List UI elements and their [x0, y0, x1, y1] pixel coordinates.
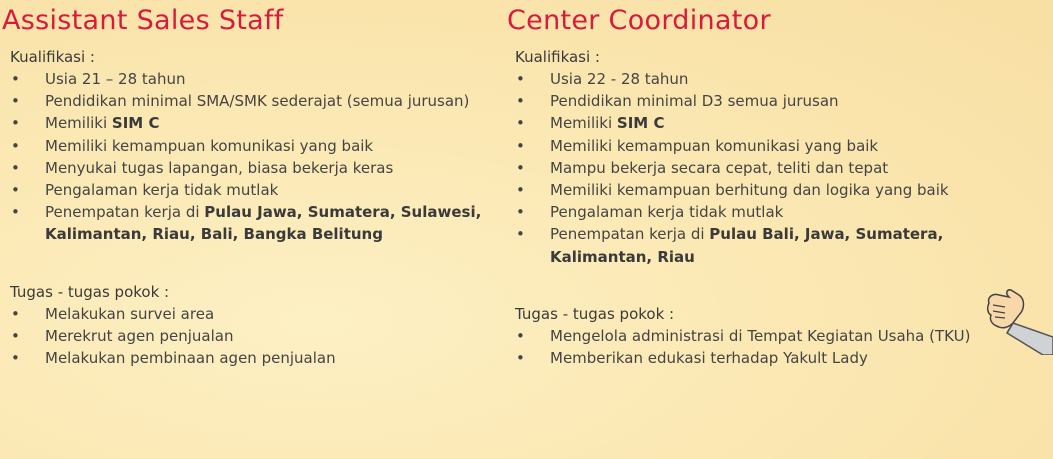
- bullet-icon: •: [11, 349, 20, 368]
- bullet-icon: •: [516, 203, 525, 222]
- job-title-center-coordinator: Center Coordinator: [507, 5, 771, 36]
- bullet-icon: •: [11, 92, 20, 111]
- list-item: [513, 325, 1048, 347]
- list-item-emphasis: SIM C: [616, 114, 665, 133]
- list-item: [8, 112, 498, 134]
- list-item: [8, 201, 498, 245]
- bullet-icon: •: [11, 158, 20, 177]
- list-item: [8, 303, 498, 325]
- list-item-text: Pengalaman kerja tidak mutlak: [45, 181, 279, 200]
- qualification-list: [513, 68, 1048, 268]
- job-title-assistant-sales-staff: Assistant Sales Staff: [2, 5, 284, 36]
- list-item-emphasis: SIM C: [111, 114, 160, 133]
- tasks-list: [8, 303, 498, 370]
- list-item-text: Penempatan kerja di: [45, 203, 205, 222]
- list-item: [513, 201, 1048, 223]
- list-item-text: Pendidikan minimal SMA/SMK sederajat (semua jurusan): [45, 92, 470, 111]
- list-item-text: Memiliki kemampuan komunikasi yang baik: [45, 136, 374, 155]
- list-item: [513, 112, 1048, 134]
- list-item: [8, 157, 498, 179]
- list-item-text: Melakukan survei area: [45, 304, 215, 323]
- bullet-icon: •: [516, 136, 525, 155]
- bullet-icon: •: [11, 304, 20, 323]
- bullet-icon: •: [516, 114, 525, 133]
- bullet-icon: •: [516, 158, 525, 177]
- list-item-text: Memiliki: [550, 114, 617, 133]
- list-item-text: Pendidikan minimal D3 semua jurusan: [550, 92, 839, 111]
- list-item: [8, 135, 498, 157]
- list-item-text: Usia 21 – 28 tahun: [45, 70, 186, 88]
- list-item-text: Melakukan pembinaan agen penjualan: [45, 349, 336, 368]
- list-item: [513, 179, 1048, 201]
- qualification-heading: Kualifikasi :: [515, 48, 600, 66]
- right-column: [507, 0, 1048, 369]
- list-item: [513, 90, 1048, 112]
- bullet-icon: •: [516, 181, 525, 200]
- list-item-emphasis: Pulau Jawa, Sumatera, Sulawesi, Kalimantan, Riau, Bali, Bangka Belitung: [45, 203, 482, 244]
- tasks-list: [513, 325, 1048, 369]
- list-item-text: Pengalaman kerja tidak mutlak: [550, 203, 784, 222]
- list-item-text: Merekrut agen penjualan: [45, 326, 234, 345]
- list-item: [8, 90, 498, 112]
- bullet-icon: •: [11, 70, 20, 88]
- list-item-text: Penempatan kerja di: [550, 225, 710, 244]
- list-item-text: Memiliki kemampuan komunikasi yang baik: [550, 136, 879, 155]
- bullet-icon: •: [11, 326, 20, 345]
- qualification-list: [8, 68, 498, 246]
- list-item: [513, 347, 1048, 369]
- list-item: [513, 135, 1048, 157]
- list-item: [513, 68, 1048, 90]
- list-item-text: Memberikan edukasi terhadap Yakult Lady: [550, 349, 868, 368]
- bullet-icon: •: [516, 92, 525, 111]
- tasks-heading: Tugas - tugas pokok :: [515, 304, 675, 323]
- bullet-icon: •: [11, 114, 20, 133]
- list-item-text: Memiliki kemampuan berhitung dan logika yang baik: [550, 181, 949, 200]
- list-item-text: Memiliki: [45, 114, 112, 133]
- list-item: [8, 68, 498, 90]
- list-item: [8, 179, 498, 201]
- tasks-heading: Tugas - tugas pokok :: [10, 282, 170, 301]
- list-item: [8, 325, 498, 347]
- bullet-icon: •: [11, 136, 20, 155]
- list-item: [513, 223, 1048, 267]
- bullet-icon: •: [11, 181, 20, 200]
- list-item: [8, 347, 498, 369]
- list-item-text: Usia 22 - 28 tahun: [550, 70, 689, 88]
- bullet-icon: •: [516, 225, 525, 244]
- list-item-text: Menyukai tugas lapangan, biasa bekerja keras: [45, 158, 394, 177]
- qualification-heading: Kualifikasi :: [10, 48, 95, 66]
- list-item-text: Mengelola administrasi di Tempat Kegiatan Usaha (TKU): [550, 326, 971, 345]
- hand-icon: [985, 285, 1053, 355]
- left-column: [2, 0, 498, 369]
- bullet-icon: •: [516, 326, 525, 345]
- list-item: [513, 157, 1048, 179]
- bullet-icon: •: [11, 203, 20, 222]
- bullet-icon: •: [516, 70, 525, 88]
- list-item-text: Mampu bekerja secara cepat, teliti dan tepat: [550, 158, 889, 177]
- list-item-emphasis: Pulau Bali, Jawa, Sumatera, Kalimantan, Riau: [550, 225, 944, 266]
- bullet-icon: •: [516, 349, 525, 368]
